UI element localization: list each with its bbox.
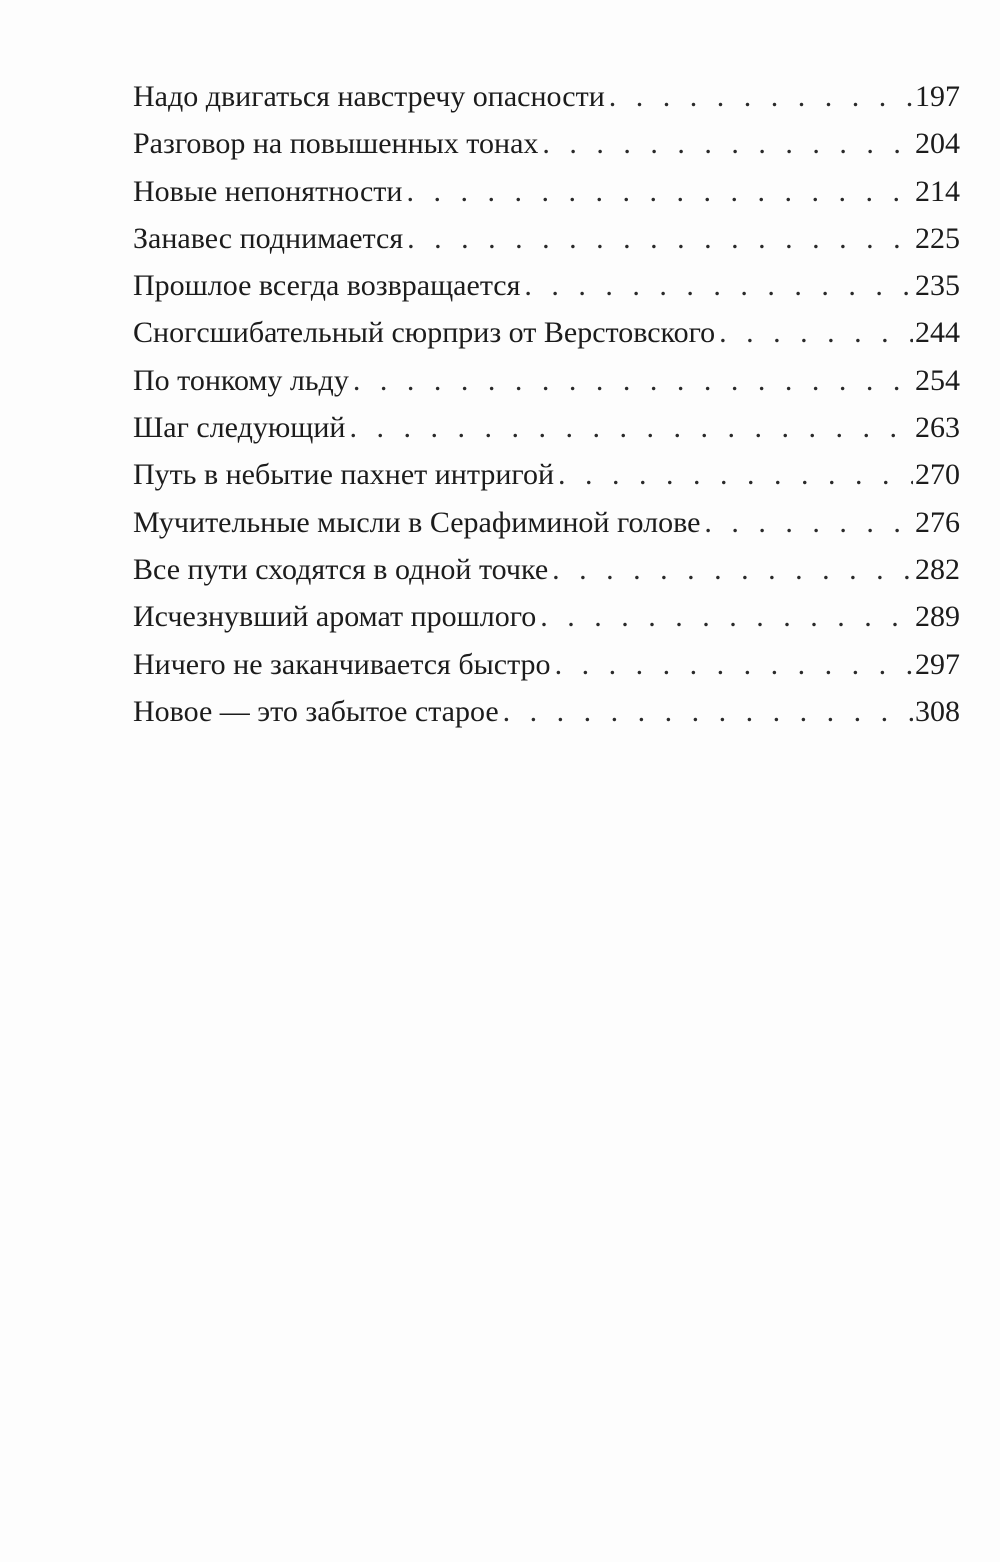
toc-entry-title: Все пути сходятся в одной точке: [133, 552, 549, 586]
toc-dot-leader: [552, 553, 913, 587]
toc-entry-title: Сногсшибательный сюрприз от Верстовского: [133, 316, 716, 350]
toc-entry: [133, 600, 960, 647]
toc-entry-title: Прошлое всегда возвращается: [133, 269, 521, 303]
toc-entry: [133, 506, 960, 553]
toc-dot-leader: [704, 506, 913, 540]
toc-entry-title: Занавес поднимается: [133, 221, 404, 255]
toc-entry-page: 308: [915, 694, 960, 728]
toc-entry-page: 225: [915, 221, 960, 255]
toc-entry-title: Новые непонятности: [133, 174, 403, 208]
toc-entry-title: Новое — это забытое старое: [133, 694, 499, 728]
toc-entry-page: 282: [915, 552, 960, 586]
toc-dot-leader: [524, 269, 913, 303]
toc-entry-page: 235: [915, 269, 960, 303]
toc-entry-title: Шаг следующий: [133, 411, 346, 445]
toc-entry: [133, 80, 960, 127]
toc-entry-page: 289: [915, 600, 960, 634]
toc-dot-leader: [719, 316, 913, 350]
toc-entry-page: 254: [915, 363, 960, 397]
toc-entry: [133, 458, 960, 505]
toc-entry: [133, 695, 960, 742]
toc-dot-leader: [349, 411, 913, 445]
toc-dot-leader: [407, 222, 913, 256]
toc-entry: [133, 316, 960, 363]
toc-entry-page: 204: [915, 127, 960, 161]
toc-entry-title: Мучительные мысли в Серафиминой голове: [133, 505, 701, 539]
toc-entry: [133, 553, 960, 600]
toc-entry-title: Ничего не заканчивается быстро: [133, 647, 551, 681]
toc-entry-page: 297: [915, 647, 960, 681]
toc-dot-leader: [555, 648, 913, 682]
toc-dot-leader: [609, 80, 913, 114]
toc-dot-leader: [353, 364, 913, 398]
toc-entry-page: 214: [915, 174, 960, 208]
toc-entry: [133, 127, 960, 174]
toc-entry-title: Исчезнувший аромат прошлого: [133, 600, 537, 634]
toc-entry-title: Разговор на повышенных тонах: [133, 127, 539, 161]
toc-entry-page: 276: [915, 505, 960, 539]
toc-entry: [133, 411, 960, 458]
toc-entry: [133, 222, 960, 269]
toc-entry: [133, 175, 960, 222]
toc-dot-leader: [558, 458, 913, 492]
toc-entry: [133, 648, 960, 695]
toc-dot-leader: [406, 175, 913, 209]
toc-entry-page: 270: [915, 458, 960, 492]
toc-entry: [133, 269, 960, 316]
toc-dot-leader: [540, 600, 913, 634]
toc-entry-title: Путь в небытие пахнет интригой: [133, 458, 554, 492]
toc-entry-page: 263: [915, 411, 960, 445]
toc-entry-title: По тонкому льду: [133, 363, 349, 397]
table-of-contents: [133, 80, 960, 742]
toc-entry-page: 244: [915, 316, 960, 350]
toc-dot-leader: [503, 695, 913, 729]
toc-dot-leader: [542, 127, 913, 161]
toc-entry-page: 197: [915, 80, 960, 113]
toc-entry-title: Надо двигаться навстречу опасности: [133, 80, 605, 113]
toc-entry: [133, 364, 960, 411]
